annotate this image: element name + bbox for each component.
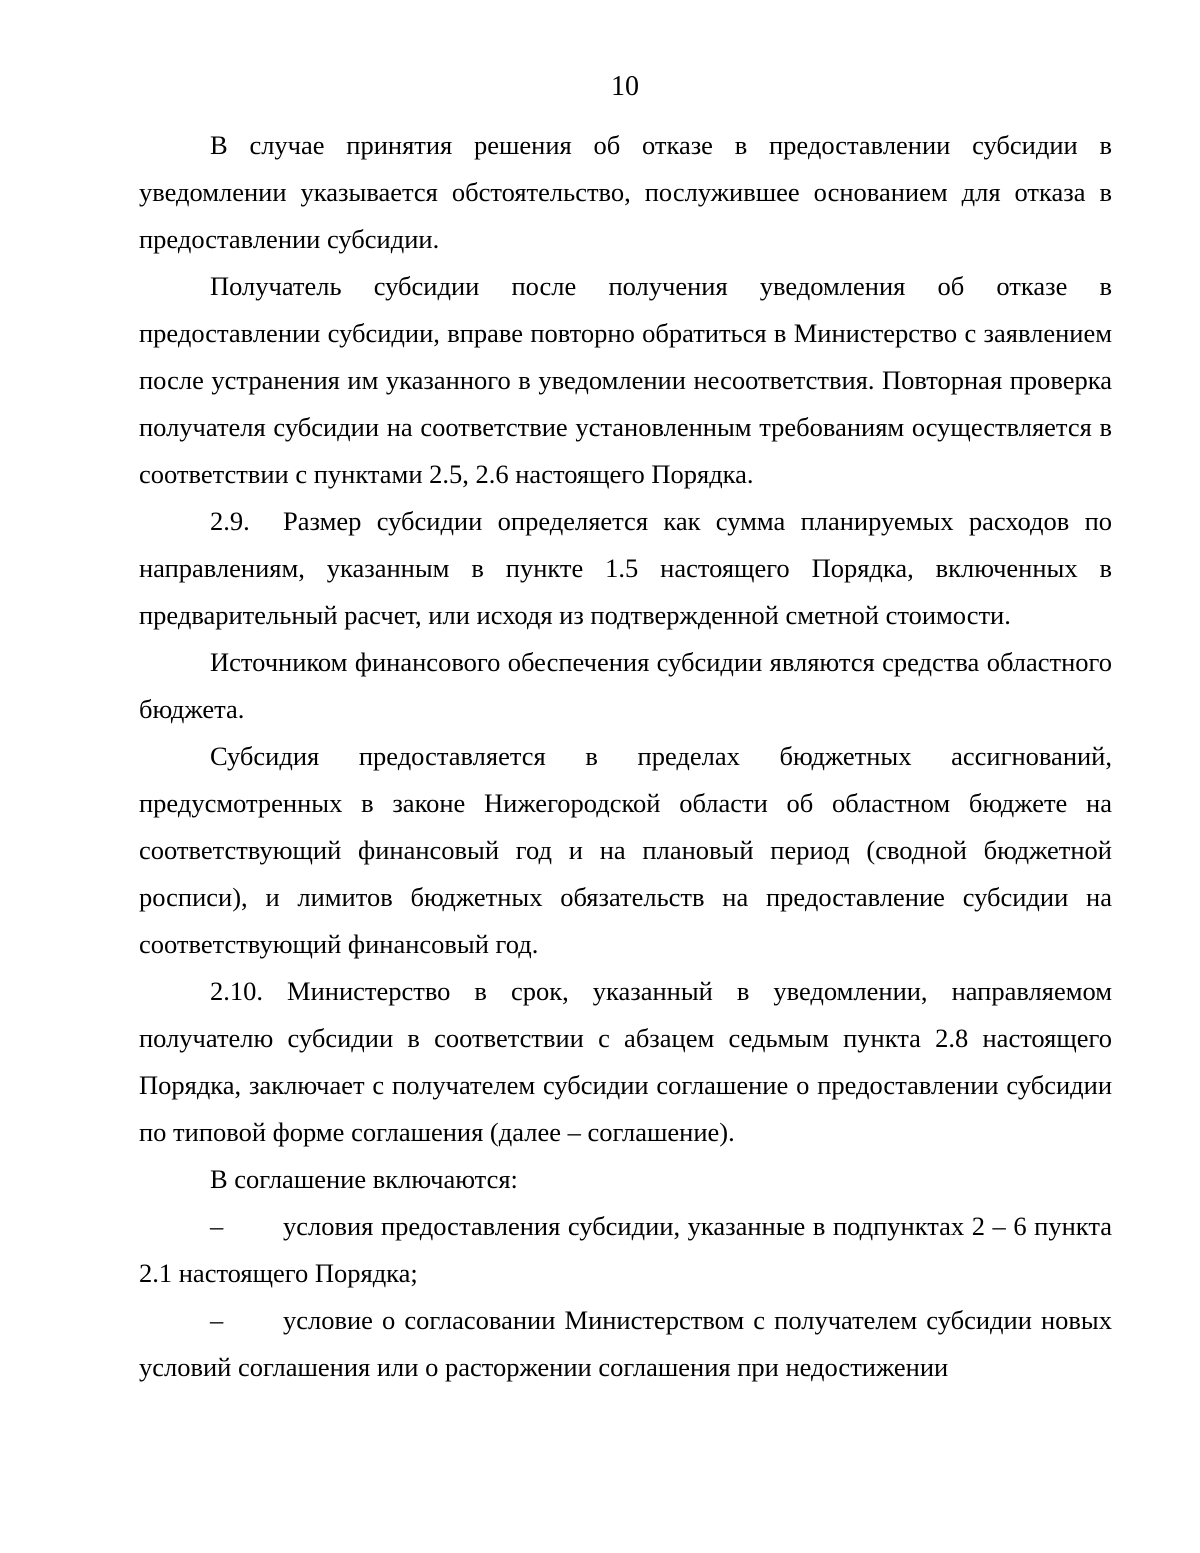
list-item bbox=[139, 1297, 1112, 1391]
list-item-text: условие о согласовании Министерством с получателем субсидии новых условий соглашения или о расторжении соглашения при недостижении bbox=[139, 1305, 1112, 1382]
paragraph-agreement-includes: В соглашение включаются: bbox=[210, 1164, 518, 1194]
paragraph-funding-source: Источником финансового обеспечения субсидии являются средства областного бюджета. bbox=[139, 647, 1112, 724]
paragraph-reapplication: Получатель субсидии после получения уведомления об отказе в предоставлении субсидии, вправе повторно обратиться в Министерство с заявлением после устранения им указанного в уведомлении несоответствия. Повторная проверка получателя субсидии на соответствие установленным требованиям осуществляется в соответствии с пунктами 2.5, 2.6 настоящего Порядка. bbox=[139, 271, 1112, 489]
list-item-text: условия предоставления субсидии, указанные в подпунктах 2 – 6 пункта 2.1 настоящего Порядка; bbox=[139, 1211, 1112, 1288]
paragraph-2-9 bbox=[139, 498, 1112, 639]
paragraph-2-10: 2.10. Министерство в срок, указанный в уведомлении, направляемом получателю субсидии в соответствии с абзацем седьмым пункта 2.8 настоящего Порядка, заключает с получателем субсидии соглашение о предоставлении субсидии по типовой форме соглашения (далее – соглашение). bbox=[139, 976, 1112, 1147]
paragraph-refusal-notice: В случае принятия решения об отказе в предоставлении субсидии в уведомлении указывается обстоятельство, послужившее основанием для отказа в предоставлении субсидии. bbox=[139, 130, 1112, 254]
page-number: 10 bbox=[611, 71, 639, 102]
clause-text: Размер субсидии определяется как сумма планируемых расходов по направлениям, указанным в пункте 1.5 настоящего Порядка, включенных в предварительный расчет, или исходя из подтвержденной сметной стоимости. bbox=[139, 506, 1112, 630]
list-item bbox=[139, 1203, 1112, 1297]
document-body bbox=[139, 122, 1112, 1391]
clause-number: 2.9. bbox=[210, 506, 250, 536]
list-dash: – bbox=[210, 1305, 224, 1335]
paragraph-budget-limits: Субсидия предоставляется в пределах бюджетных ассигнований, предусмотренных в законе Нижегородской области об областном бюджете на соответствующий финансовый год и на плановый период (сводной бюджетной росписи), и лимитов бюджетных обязательств на предоставление субсидии на соответствующий финансовый год. bbox=[139, 741, 1112, 959]
list-dash: – bbox=[210, 1211, 224, 1241]
